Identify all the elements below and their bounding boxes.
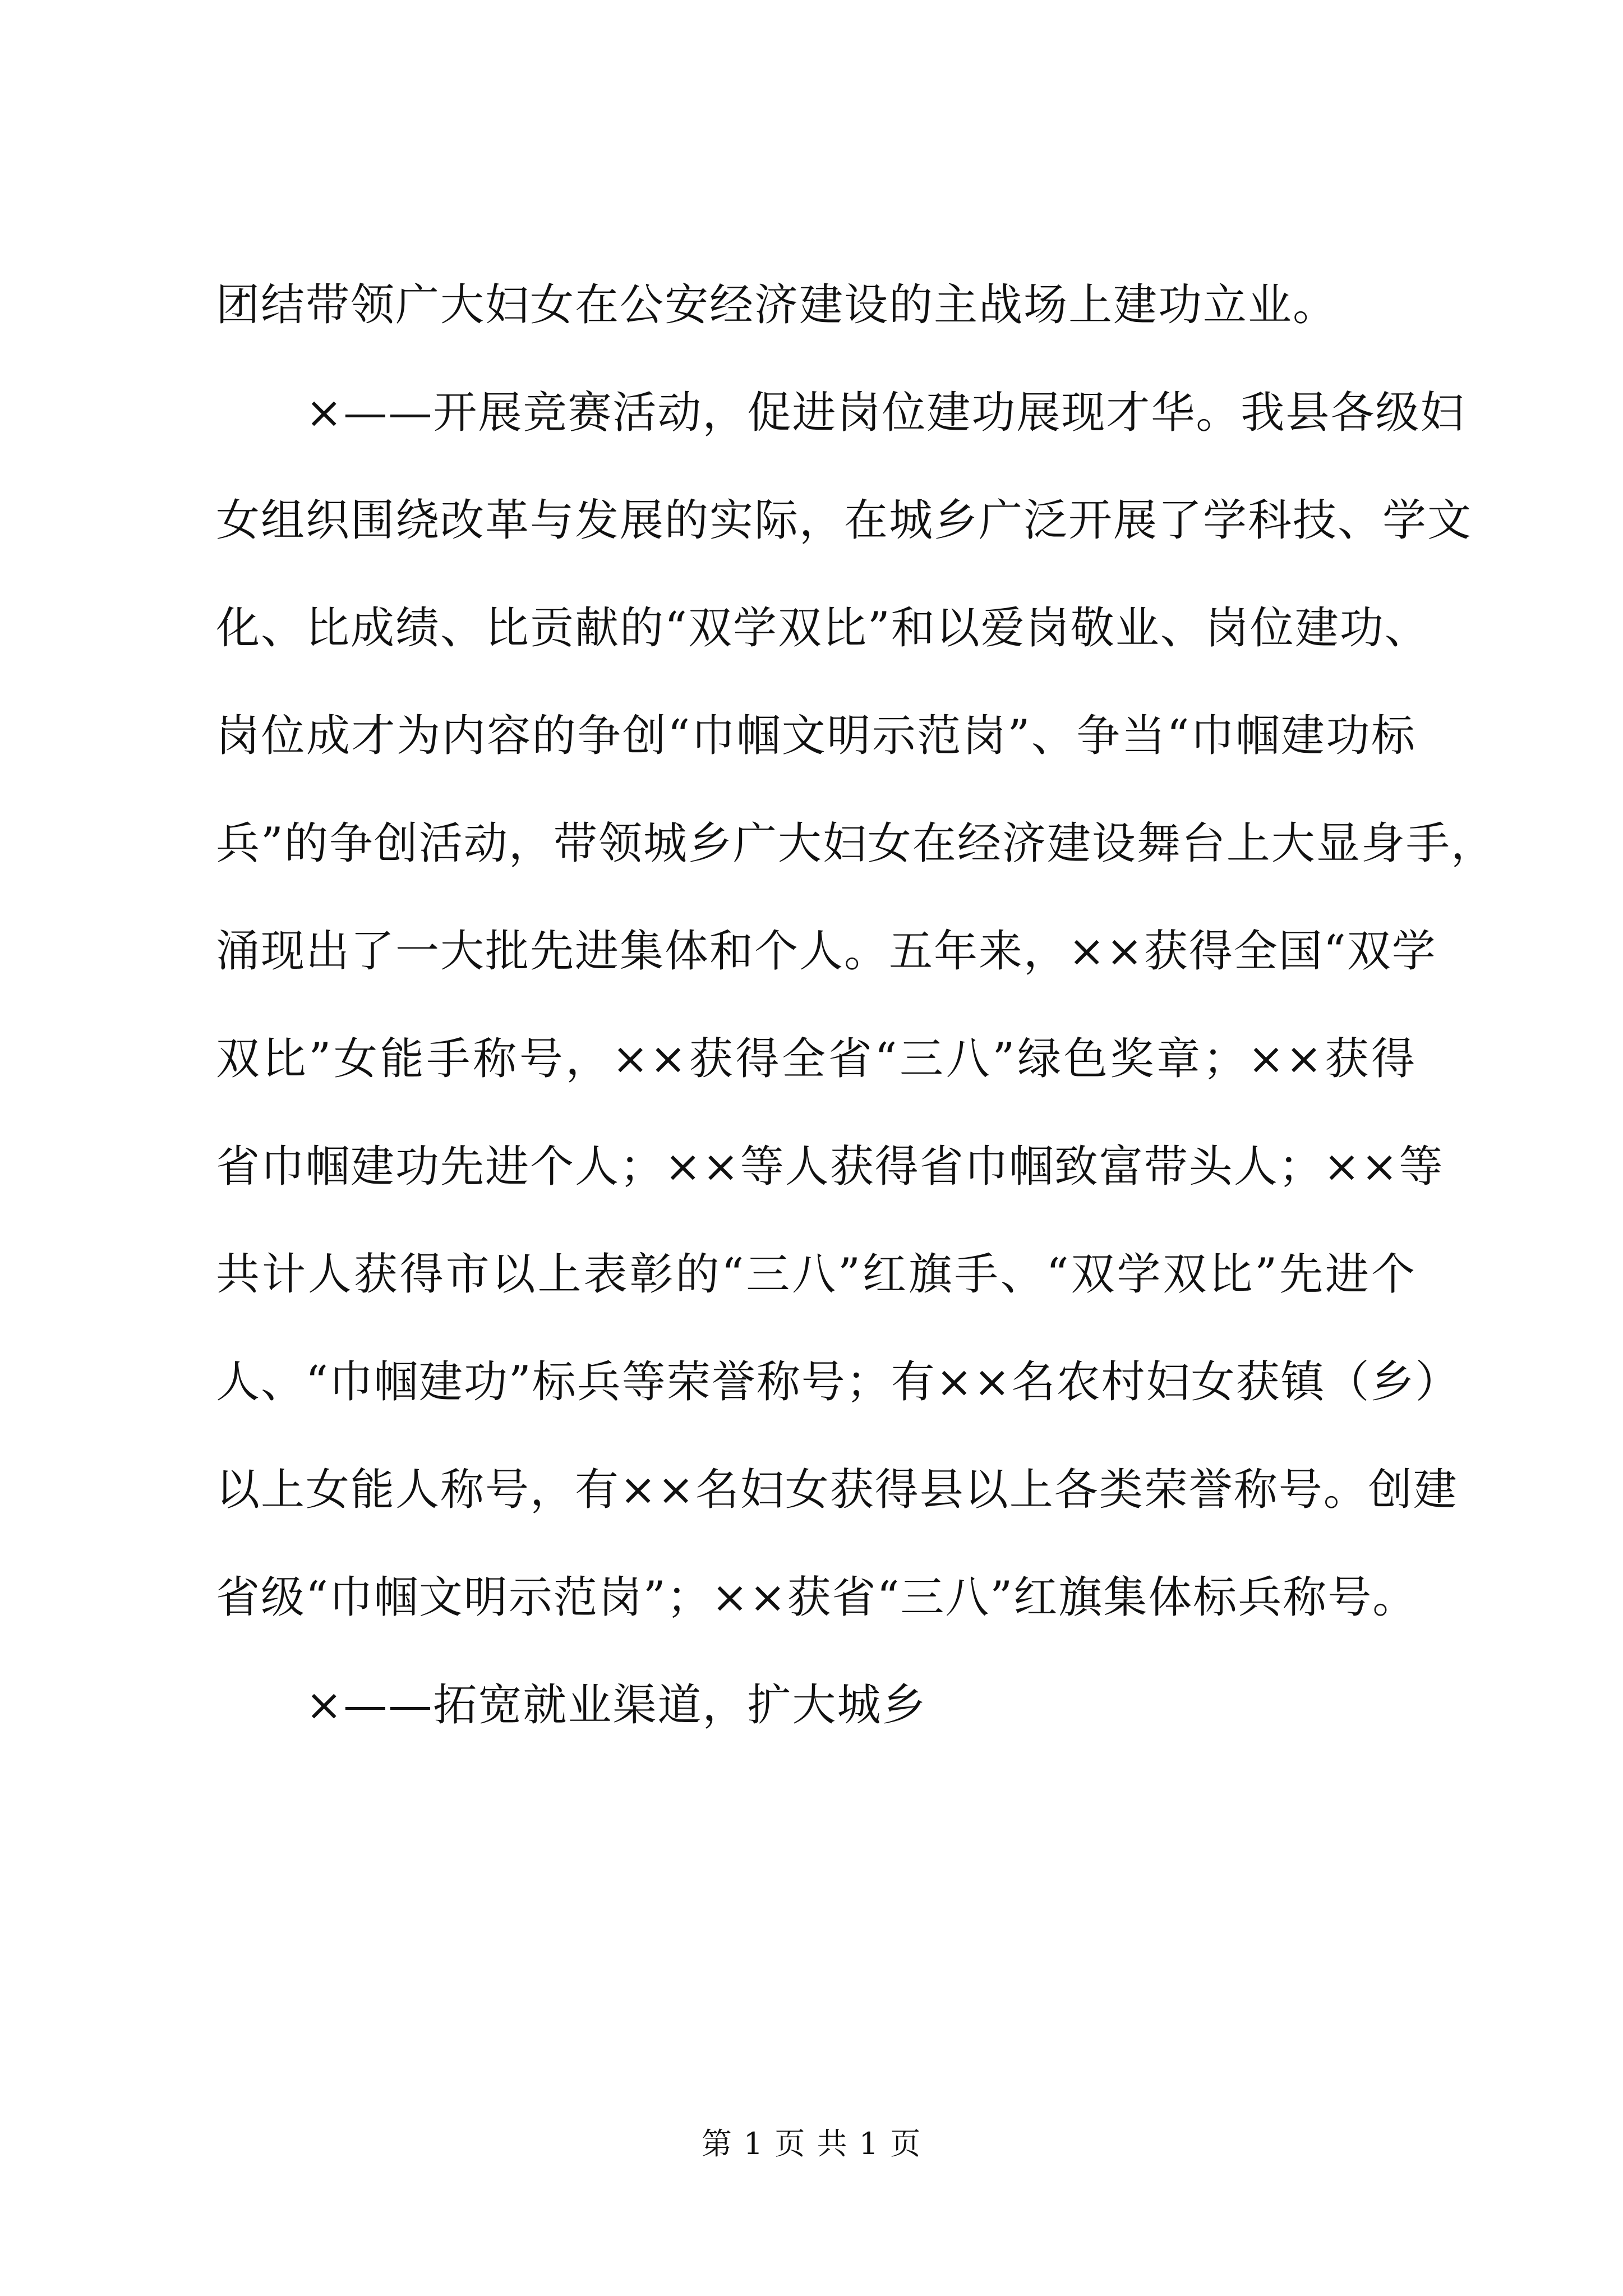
text-line-7: 涌现出了一大批先进集体和个人。五年来，××获得全国“双学 <box>216 926 1437 977</box>
text-line-13: 省级“巾帼文明示范岗”；××获省“三八”红旗集体标兵称号。 <box>216 1572 1418 1623</box>
text-line-11: 人、“巾帼建功”标兵等荣誉称号；有××名农村妇女获镇（乡） <box>216 1357 1460 1407</box>
text-line-14: ×——拓宽就业渠道，扩大城乡 <box>306 1680 927 1731</box>
page-number-footer: 第 1 页 共 1 页 <box>701 2126 922 2161</box>
text-line-12: 以上女能人称号，有××名妇女获得县以上各类荣誉称号。创建 <box>216 1465 1458 1515</box>
text-line-2: ×——开展竞赛活动，促进岗位建功展现才华。我县各级妇 <box>306 388 1465 438</box>
text-line-6: 兵”的争创活动，带领城乡广大妇女在经济建设舞台上大显身手， <box>216 818 1496 869</box>
text-line-10: 共计人获得市以上表彰的“三八”红旗手、“双学双比”先进个 <box>216 1249 1416 1300</box>
text-line-3: 女组织围绕改革与发展的实际，在城乡广泛开展了学科技、学文 <box>216 495 1473 546</box>
text-line-8: 双比”女能手称号，××获得全省“三八”绿色奖章；××获得 <box>216 1034 1416 1084</box>
text-line-9: 省巾帼建功先进个人；××等人获得省巾帼致富带头人；××等 <box>216 1142 1444 1192</box>
text-line-5: 岗位成才为内容的争创“巾帼文明示范岗”、争当“巾帼建功标 <box>216 711 1416 761</box>
text-line-1: 团结带领广大妇女在公安经济建设的主战场上建功立业。 <box>216 280 1338 330</box>
text-line-4: 化、比成绩、比贡献的“双学双比”和以爱岗敬业、岗位建功、 <box>216 603 1430 654</box>
